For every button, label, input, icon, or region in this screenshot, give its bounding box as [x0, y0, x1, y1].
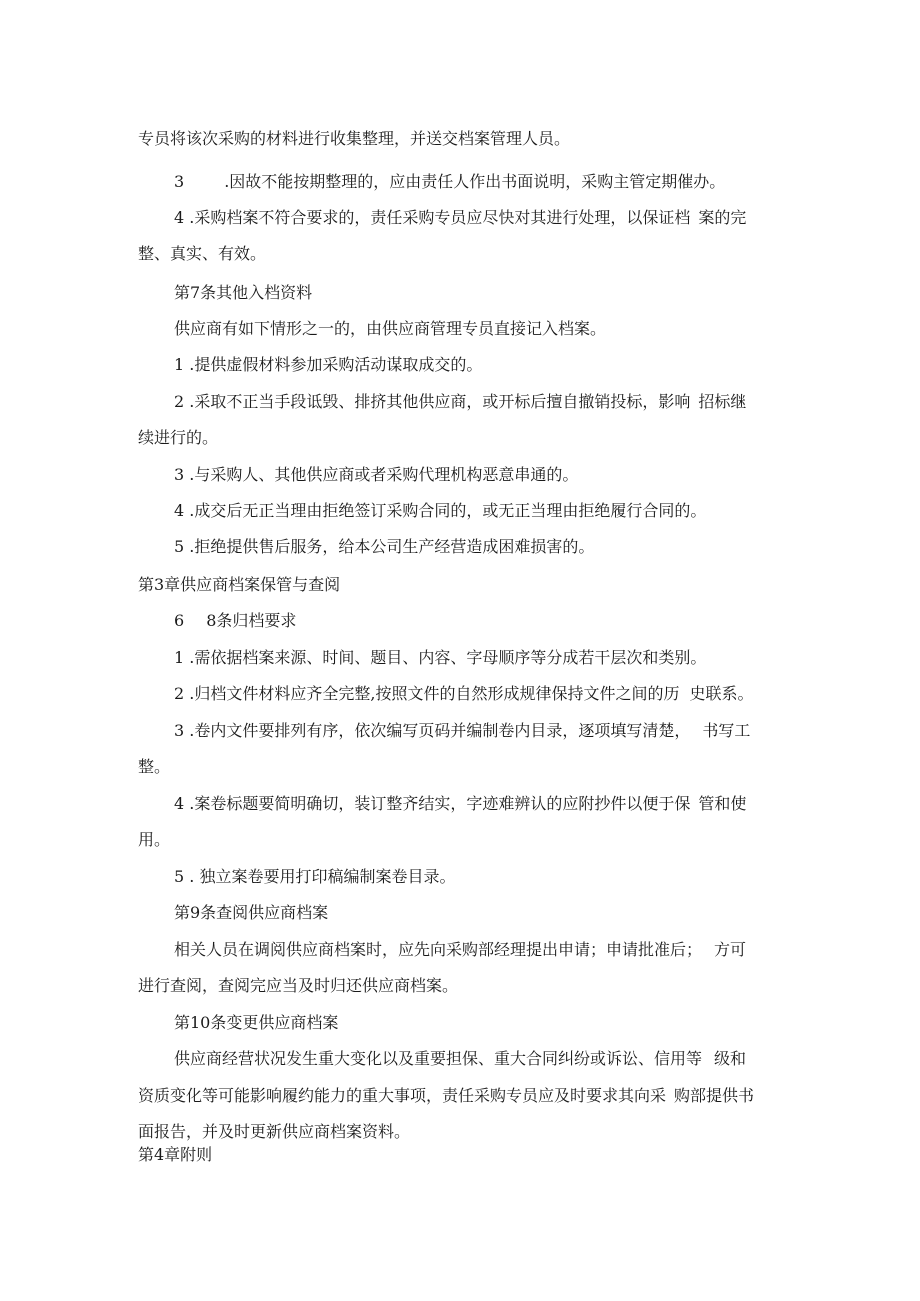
chapter-heading: 第3章供应商档案保管与查阅 [138, 575, 341, 594]
paragraph-line [174, 940, 746, 960]
chapter-heading: 第4章附则 [138, 1145, 213, 1164]
paragraph-line: 专员将该次采购的材料进行收集整理，并送交档案管理人员。 [138, 129, 571, 148]
list-item [174, 721, 750, 741]
article-heading [174, 611, 296, 631]
paragraph-text: 资质变化等可能影响履约能力的重大事项，责任采购专员应及时要求其向采 [138, 1086, 667, 1105]
paragraph-line: 用。 [138, 830, 171, 849]
paragraph-text: 相关人员在调阅供应商档案时，应先向采购部经理提出申请；申请批准后； [174, 940, 703, 959]
paragraph-line [174, 1049, 746, 1069]
list-text: 2 .归档文件材料应齐全完整,按照文件的自然形成规律保持文件之间的历 [174, 684, 680, 703]
list-item-4 [174, 208, 746, 228]
list-text: .因故不能按期整理的，应由责任人作出书面说明，采购主管定期催办。 [224, 172, 726, 191]
paragraph-text-cont: 级和 [714, 1049, 747, 1068]
list-text-cont: 史联系。 [689, 684, 754, 703]
list-item [174, 392, 746, 412]
list-text-cont: 招标继 [698, 392, 747, 411]
paragraph-line: 面报告，并及时更新供应商档案资料。 [138, 1122, 411, 1141]
list-text-cont: 案的完 [698, 208, 747, 227]
paragraph-line: 续进行的。 [138, 428, 219, 447]
paragraph-line: 进行查阅，查阅完应当及时归还供应商档案。 [138, 976, 459, 995]
list-item: 5 . 独立案卷要用打印稿编制案卷目录。 [174, 867, 456, 886]
article-heading: 第7条其他入档资料 [174, 283, 313, 302]
paragraph-text-cont: 方可 [714, 940, 747, 959]
list-number: 6 [174, 611, 185, 630]
article-heading: 第9条查阅供应商档案 [174, 903, 329, 922]
article-heading: 第10条变更供应商档案 [174, 1013, 339, 1032]
list-item: 1 .需依据档案来源、时间、题目、内容、字母顺序等分成若干层次和类别。 [174, 648, 707, 667]
list-text-cont: 书写工 [702, 721, 751, 740]
list-text: 3 .卷内文件要排列有序，依次编写页码并编制卷内目录，逐项填写清楚， [174, 721, 691, 740]
list-item: 4 .成交后无正当理由拒绝签订采购合同的，或无正当理由拒绝履行合同的。 [174, 501, 707, 520]
list-item-3 [174, 172, 725, 192]
paragraph-text: 供应商经营状况发生重大变化以及重要担保、重大合同纠纷或诉讼、信用等 [174, 1049, 703, 1068]
list-text: 2 .采取不正当手段诋毁、排挤其他供应商，或开标后擅自撤销投标，影响 [174, 392, 691, 411]
heading-text: 8条归档要求 [206, 611, 297, 630]
list-item: 1 .提供虚假材料参加采购活动谋取成交的。 [174, 355, 483, 374]
list-item: 5 .拒绝提供售后服务，给本公司生产经营造成困难损害的。 [174, 537, 595, 556]
paragraph-line: 整、真实、有效。 [138, 244, 267, 263]
list-item [174, 794, 746, 814]
list-number: 3 [174, 172, 185, 191]
paragraph-text-cont: 购部提供书 [674, 1086, 755, 1105]
paragraph-line [138, 1086, 754, 1106]
list-text: 4 .案卷标题要简明确切，装订整齐结实，字迹难辨认的应附抄件以便于保 [174, 794, 691, 813]
paragraph-line: 整。 [138, 757, 171, 776]
list-item: 3 .与采购人、其他供应商或者采购代理机构恶意串通的。 [174, 465, 579, 484]
list-text-cont: 管和使 [698, 794, 747, 813]
list-text: 4 .采购档案不符合要求的，责任采购专员应尽快对其进行处理，以保证档 [174, 208, 691, 227]
paragraph-line: 供应商有如下情形之一的，由供应商管理专员直接记入档案。 [174, 319, 607, 338]
list-item [174, 684, 753, 704]
